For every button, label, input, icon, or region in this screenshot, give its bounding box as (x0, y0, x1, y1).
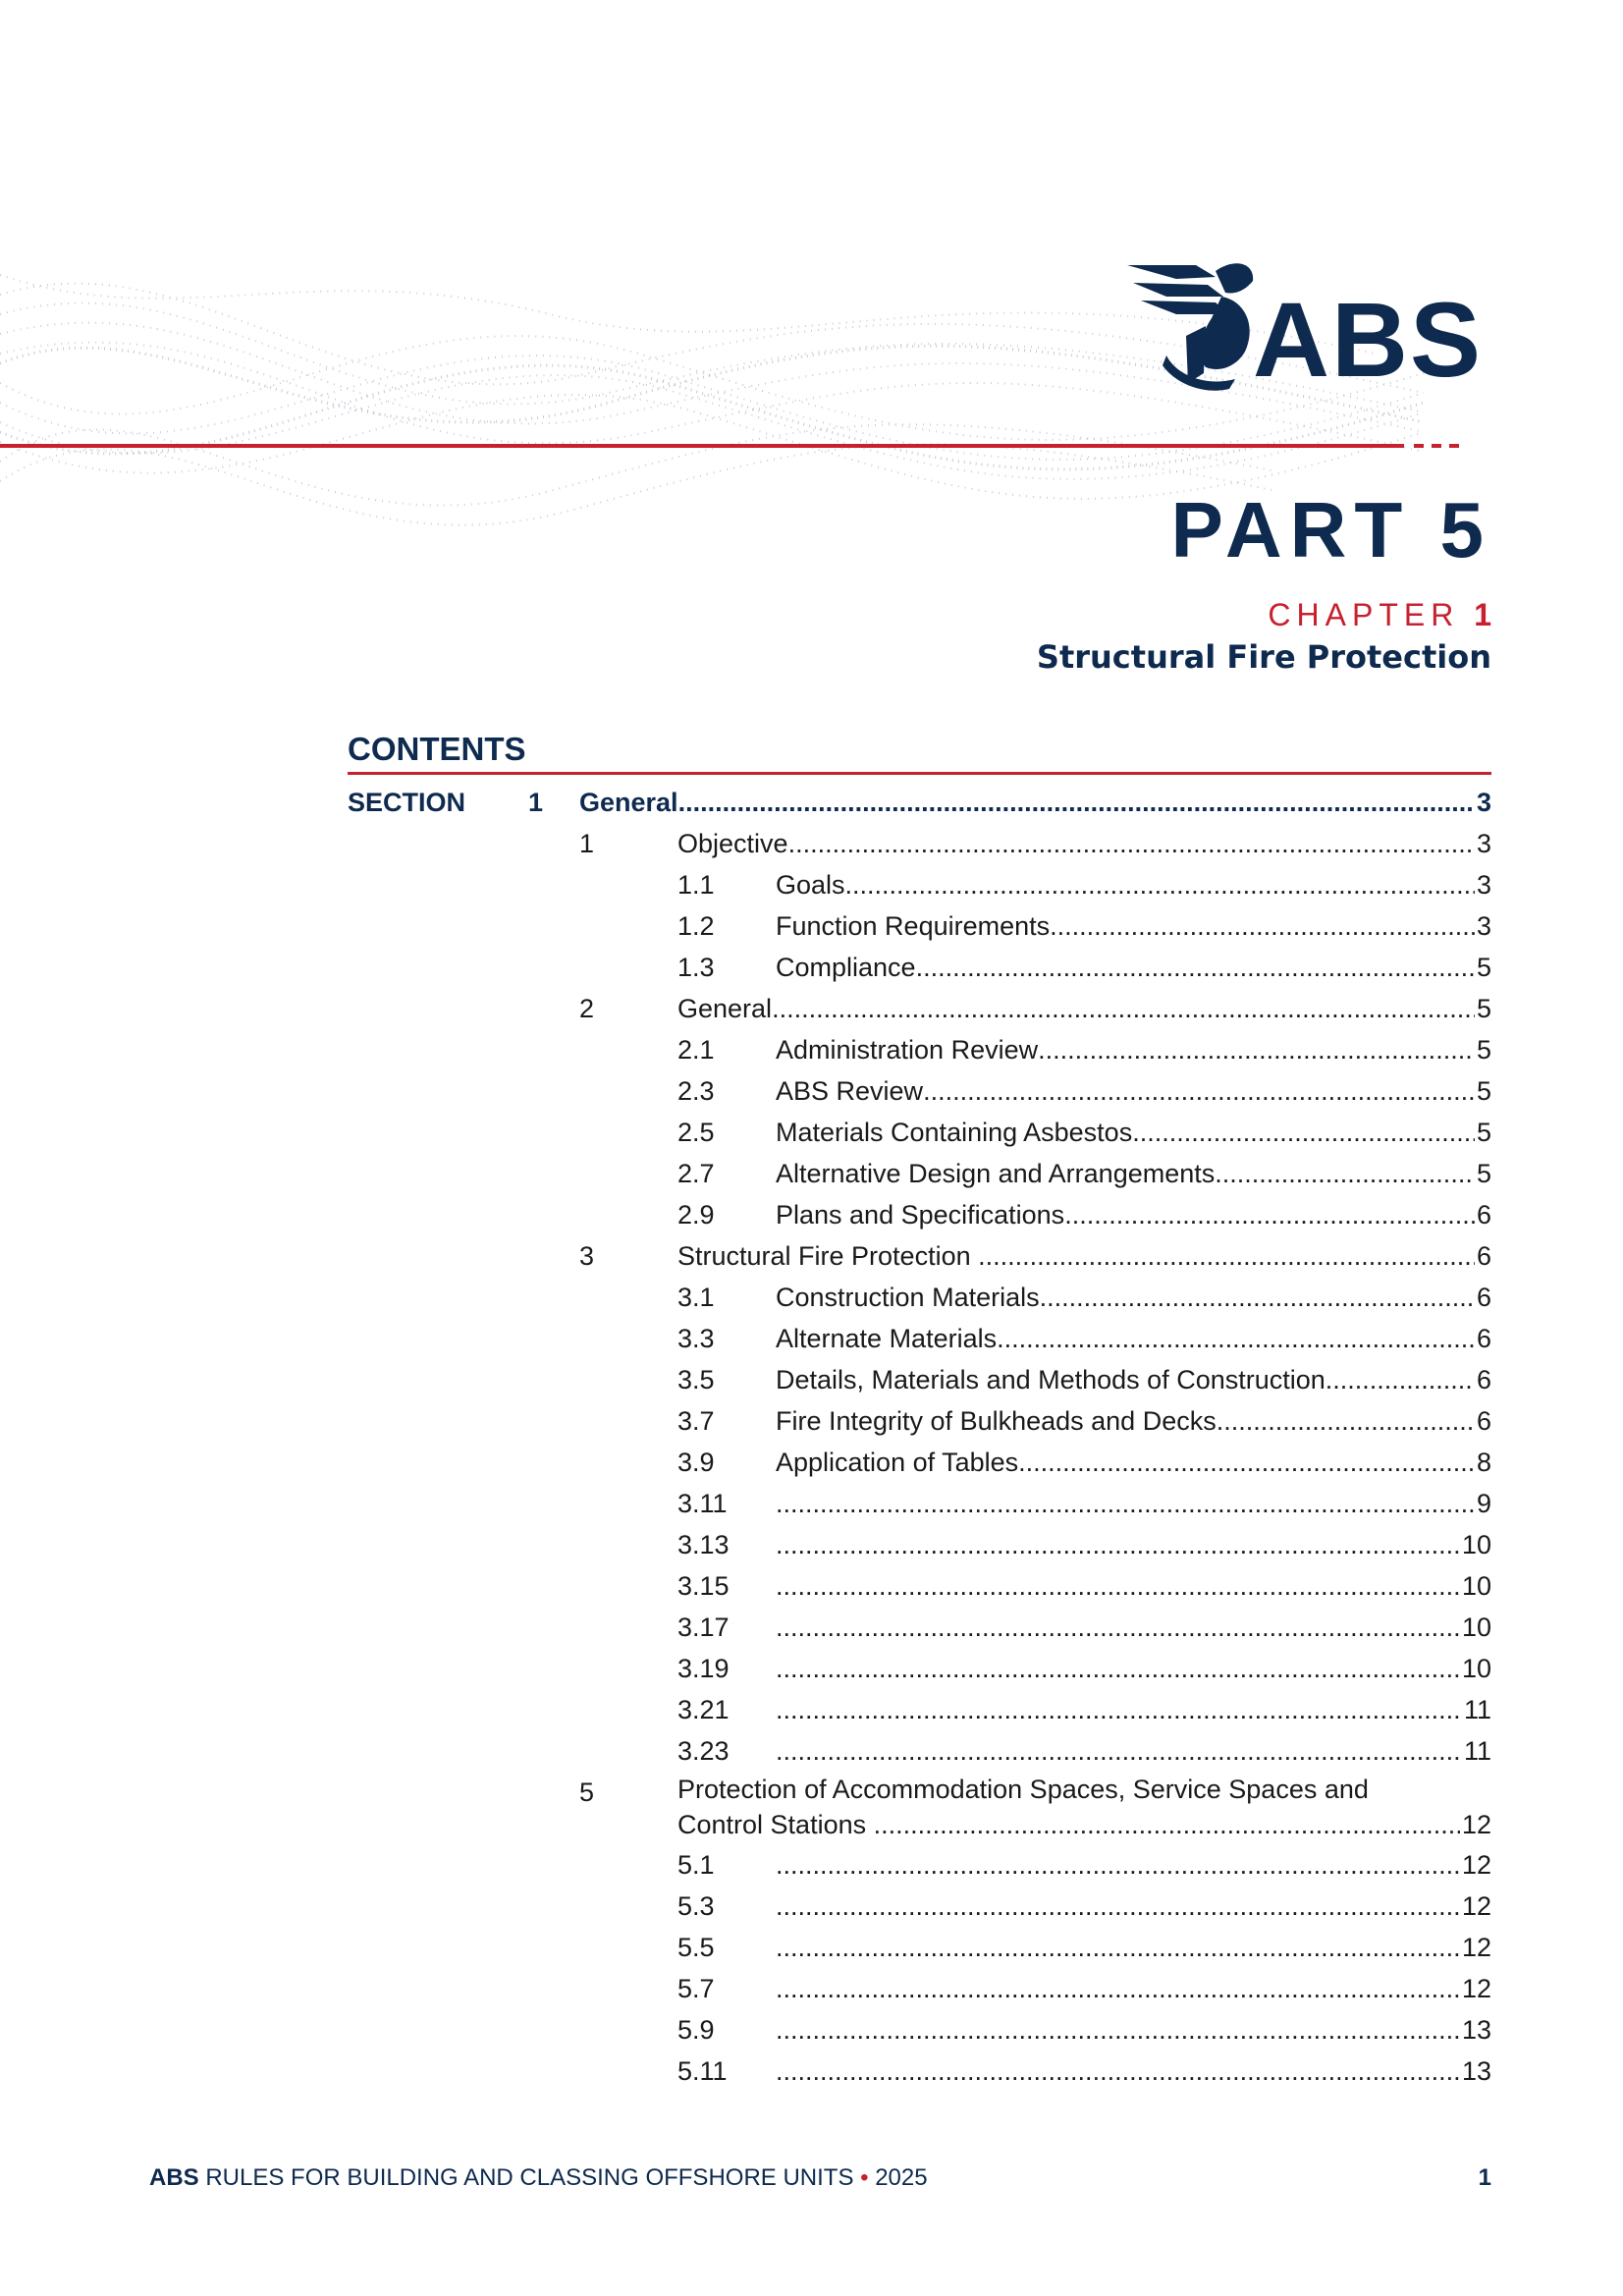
toc-entry-number: 2.1 (677, 1035, 715, 1065)
footer-page-number: 1 (1478, 2164, 1491, 2191)
toc-entry-page: 10 (1461, 1613, 1491, 1642)
toc-entry-page: 13 (1461, 2056, 1491, 2086)
toc-entry-title: Control Stations (677, 1810, 874, 1839)
dot-leader (978, 1235, 1475, 1277)
toc-entry-number: 2.3 (677, 1076, 715, 1106)
toc-entry-title: Alternative Design and Arrangements (776, 1159, 1216, 1188)
toc-entry-leader (776, 1689, 1491, 1730)
chapter-number: 1 (1474, 597, 1491, 632)
toc-entry-page: 6 (1476, 1324, 1491, 1353)
dot-leader (776, 1524, 1460, 1565)
toc-entry-title: Details, Materials and Methods of Construction (776, 1365, 1325, 1394)
toc-entry-number: 3.21 (677, 1695, 730, 1724)
toc-entry-page: 12 (1461, 1850, 1491, 1880)
toc-entry-row[interactable] (348, 1483, 1491, 1524)
toc-entry-row[interactable] (348, 947, 1491, 988)
toc-entry-number: 1.2 (677, 911, 715, 941)
toc-entry-number: 2.5 (677, 1118, 715, 1147)
toc-entry-number: 5.9 (677, 2015, 715, 2045)
dot-leader (776, 1689, 1462, 1730)
toc-entry-leader (776, 1400, 1491, 1442)
toc-entry-row[interactable] (348, 988, 1491, 1029)
toc-entry-leader (776, 1359, 1491, 1400)
toc-entry-leader (776, 1844, 1491, 1886)
dot-leader (1215, 1153, 1475, 1194)
page-footer (149, 2164, 1491, 2192)
section-label: SECTION (348, 788, 466, 817)
dot-leader (1018, 1442, 1475, 1483)
toc-entry-page: 6 (1476, 1365, 1491, 1394)
toc-entry-title: Goals (776, 870, 845, 900)
toc-entry-leader (776, 2009, 1491, 2050)
chapter-label (1268, 597, 1491, 633)
toc-entry-row[interactable] (348, 1730, 1491, 1772)
toc-entry-title-line1: Protection of Accommodation Spaces, Service Spaces and (677, 1775, 1369, 1804)
toc-entry-number: 1.3 (677, 953, 715, 982)
toc-entry-row[interactable] (348, 1844, 1491, 1886)
toc-entry-row[interactable] (348, 2009, 1491, 2050)
toc-entry-row[interactable] (348, 823, 1491, 864)
toc-entry-title: Function Requirements (776, 911, 1051, 941)
toc-entry-number: 2.9 (677, 1200, 715, 1230)
toc-entry-title: Materials Containing Asbestos (776, 1118, 1133, 1147)
toc-entry-number: 3.7 (677, 1406, 715, 1436)
dot-leader (776, 1607, 1460, 1648)
toc-entry-number: 3.11 (677, 1489, 728, 1518)
toc-entry-page: 3 (1476, 911, 1491, 941)
toc-entry-leader (776, 864, 1491, 905)
dot-leader (678, 782, 1475, 823)
toc-entry-row[interactable] (348, 1153, 1491, 1194)
toc-entry-leader (776, 1029, 1491, 1070)
dot-leader (776, 1565, 1460, 1607)
toc-entry-page: 12 (1461, 1891, 1491, 1921)
toc-entry-leader (776, 1565, 1491, 1607)
toc-entry-leader (776, 1070, 1491, 1112)
toc-entry-page: 5 (1476, 1159, 1491, 1188)
toc-entry-row[interactable] (348, 1194, 1491, 1235)
toc-entry-leader (776, 1648, 1491, 1689)
contents-heading: CONTENTS (348, 731, 526, 767)
dot-leader (788, 823, 1475, 864)
toc-entry-leader (776, 947, 1491, 988)
toc-entry-page: 6 (1476, 1241, 1491, 1271)
toc-entry-leader (776, 905, 1491, 947)
toc-entry-number: 3.3 (677, 1324, 715, 1353)
chapter-title: Structural Fire Protection (1036, 638, 1491, 676)
section-title-leader (579, 782, 1491, 823)
dot-leader (776, 1648, 1460, 1689)
dot-leader (1064, 1194, 1475, 1235)
dot-leader (1040, 1277, 1475, 1318)
toc-entry-number: 3.23 (677, 1736, 730, 1766)
dot-leader (776, 2009, 1460, 2050)
toc-entry-row[interactable] (348, 1400, 1491, 1442)
toc-entry-number: 5 (579, 1777, 595, 1807)
toc-entry-title: Construction Materials (776, 1283, 1040, 1312)
dot-leader (845, 864, 1475, 905)
footer-brand: ABS (149, 2164, 199, 2191)
toc-entry-number: 3.17 (677, 1613, 730, 1642)
dot-leader (1325, 1359, 1475, 1400)
toc-entry-leader (776, 1483, 1491, 1524)
toc-entry-page: 12 (1461, 1974, 1491, 2003)
toc-entry-row[interactable] (348, 1524, 1491, 1565)
toc-entry-title: Alternate Materials (776, 1324, 998, 1353)
toc-section-row[interactable] (348, 782, 1491, 823)
toc-entry-page: 12 (1461, 1810, 1491, 1839)
toc-entry-title: Structural Fire Protection (677, 1241, 979, 1271)
footer-bullet: • (860, 2164, 869, 2191)
toc-entry-page: 10 (1461, 1654, 1491, 1683)
chapter-word: CHAPTER (1268, 597, 1460, 632)
toc-entry-title: Application of Tables (776, 1448, 1019, 1477)
toc-entry-row[interactable] (348, 1070, 1491, 1112)
toc-entry-page: 3 (1476, 870, 1491, 900)
toc-entry-page: 13 (1461, 2015, 1491, 2045)
toc-entry-row[interactable] (348, 1029, 1491, 1070)
toc-entry-row[interactable] (348, 1968, 1491, 2009)
toc-entry-leader (677, 988, 1491, 1029)
toc-entries (348, 823, 1491, 2092)
toc-entry-number: 5.11 (677, 2056, 728, 2086)
toc-entry-title: ABS Review (776, 1076, 924, 1106)
toc-entry-number: 3.19 (677, 1654, 730, 1683)
toc-entry-leader (776, 1730, 1491, 1772)
section-page: 3 (1476, 788, 1491, 817)
part-title: PART 5 (1170, 486, 1491, 574)
dot-leader (874, 1807, 1460, 1842)
dot-leader (1038, 1029, 1475, 1070)
toc-entry-row[interactable] (348, 1235, 1491, 1277)
toc-entry-page: 5 (1476, 1076, 1491, 1106)
toc-entry-row[interactable] (348, 905, 1491, 947)
dot-leader (772, 988, 1475, 1029)
section-number: 1 (528, 788, 544, 817)
toc-entry-leader (776, 1886, 1491, 1927)
toc-entry-number: 3.5 (677, 1365, 715, 1394)
toc-entry-leader (776, 1112, 1491, 1153)
toc-entry-number: 2 (579, 994, 595, 1023)
toc-entry-number: 5.1 (677, 1850, 715, 1880)
toc-entry-row[interactable] (348, 1277, 1491, 1318)
toc-entry-row[interactable] (348, 1927, 1491, 1968)
toc-entry-number: 3.1 (677, 1283, 715, 1312)
toc-entry-row[interactable] (348, 1565, 1491, 1607)
toc-entry-title: Administration Review (776, 1035, 1039, 1065)
toc-entry-leader (677, 1235, 1491, 1277)
toc-entry-row[interactable] (348, 1112, 1491, 1153)
toc-entry-row[interactable] (348, 1772, 1491, 1844)
toc-entry-page: 8 (1476, 1448, 1491, 1477)
toc-entry-leader (776, 1524, 1491, 1565)
toc-entry-page: 3 (1476, 829, 1491, 858)
header-red-dots (1414, 444, 1467, 448)
toc-entry-page: 10 (1461, 1530, 1491, 1559)
toc-entry-leader (677, 1807, 1491, 1842)
toc-entry-leader (776, 1318, 1491, 1359)
dot-leader (1217, 1400, 1475, 1442)
dot-leader (776, 1886, 1460, 1927)
toc-entry-row[interactable] (348, 1607, 1491, 1648)
toc-entry-number: 3.15 (677, 1571, 730, 1601)
toc-entry-page: 5 (1476, 1118, 1491, 1147)
toc-entry-number: 5.7 (677, 1974, 715, 2003)
dot-leader (776, 1844, 1460, 1886)
toc-entry-leader (776, 2050, 1491, 2092)
toc-entry-leader (776, 1607, 1491, 1648)
toc-entry-row[interactable] (348, 1359, 1491, 1400)
toc-entry-page: 5 (1476, 1035, 1491, 1065)
toc-entry-number: 5.5 (677, 1933, 715, 1962)
toc-entry-page: 10 (1461, 1571, 1491, 1601)
dot-leader (776, 1968, 1460, 2009)
toc-entry-page: 6 (1476, 1283, 1491, 1312)
abs-logo-text: ABS (1253, 280, 1484, 399)
toc-entry-row[interactable] (348, 864, 1491, 905)
toc-entry-title: Fire Integrity of Bulkheads and Decks (776, 1406, 1217, 1436)
dot-leader (1132, 1112, 1475, 1153)
toc-entry-number: 3.13 (677, 1530, 730, 1559)
toc-entry-page: 6 (1476, 1406, 1491, 1436)
toc-entry-leader (776, 1968, 1491, 2009)
toc-entry-row[interactable] (348, 1648, 1491, 1689)
toc-entry-number: 2.7 (677, 1159, 715, 1188)
footer-year: 2025 (875, 2164, 928, 2191)
toc-entry-title: Objective (677, 829, 788, 858)
toc-entry-page: 9 (1476, 1489, 1491, 1518)
dot-leader (997, 1318, 1475, 1359)
toc-entry-title: General (677, 994, 773, 1023)
toc-entry-title: Compliance (776, 953, 916, 982)
toc-entry-number: 1 (579, 829, 595, 858)
toc-entry-page: 5 (1476, 994, 1491, 1023)
toc-entry-leader (776, 1194, 1491, 1235)
contents-red-rule (348, 772, 1491, 775)
section-title: General (579, 788, 678, 817)
toc-entry-number: 3.9 (677, 1448, 715, 1477)
dot-leader (776, 1483, 1475, 1524)
footer-title: RULES FOR BUILDING AND CLASSING OFFSHORE UNITS (205, 2164, 854, 2191)
toc-entry-leader (776, 1277, 1491, 1318)
toc-entry-leader (776, 1153, 1491, 1194)
toc-entry-page: 6 (1476, 1200, 1491, 1230)
toc-entry-number: 3 (579, 1241, 595, 1271)
dot-leader (923, 1070, 1475, 1112)
toc-entry-row[interactable] (348, 1886, 1491, 1927)
dot-leader (776, 2050, 1460, 2092)
toc-entry-row[interactable] (348, 2050, 1491, 2092)
toc-entry-leader (776, 1442, 1491, 1483)
toc-entry-page: 11 (1463, 1736, 1491, 1766)
toc-entry-row[interactable] (348, 1442, 1491, 1483)
toc-entry-page: 11 (1463, 1695, 1491, 1724)
dot-leader (1050, 905, 1475, 947)
table-of-contents (348, 782, 1491, 2092)
toc-entry-number: 5.3 (677, 1891, 715, 1921)
toc-entry-row[interactable] (348, 1318, 1491, 1359)
toc-entry-page: 5 (1476, 953, 1491, 982)
toc-entry-title: Plans and Specifications (776, 1200, 1065, 1230)
toc-entry-row[interactable] (348, 1689, 1491, 1730)
dot-leader (776, 1730, 1462, 1772)
header-red-rule (0, 444, 1404, 448)
dot-leader (776, 1927, 1460, 1968)
toc-entry-leader (677, 823, 1491, 864)
toc-entry-number: 1.1 (677, 870, 715, 900)
toc-entry-page: 12 (1461, 1933, 1491, 1962)
toc-entry-leader (776, 1927, 1491, 1968)
dot-leader (916, 947, 1475, 988)
